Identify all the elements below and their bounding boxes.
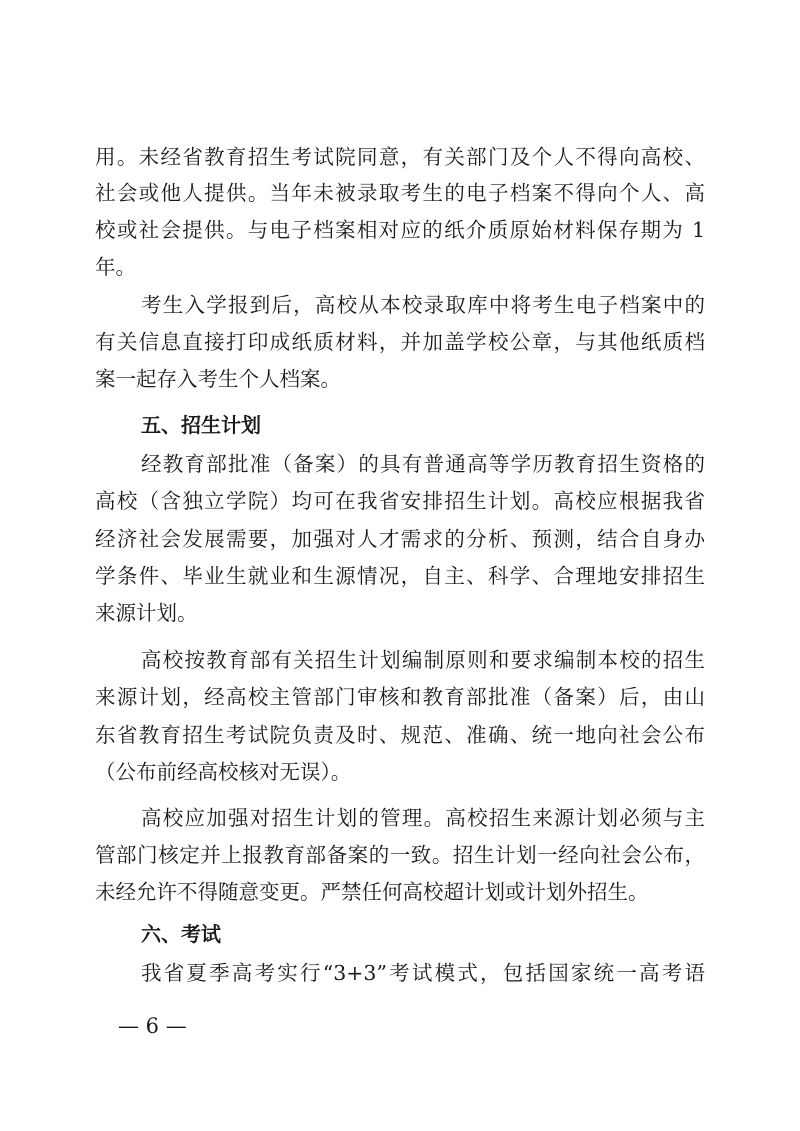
paragraph-line: 来源计划，经高校主管部门审核和教育部批准（备案）后，由山	[95, 685, 705, 709]
paragraph-line: 高校按教育部有关招生计划编制原则和要求编制本校的招生	[141, 648, 705, 672]
paragraph-line: 东省教育招生考试院负责及时、规范、准确、统一地向社会公布	[95, 723, 705, 747]
paragraph-line: 经济社会发展需要，加强对人才需求的分析、预测，结合自身办	[95, 527, 705, 551]
paragraph-line: 经教育部批准（备案）的具有普通高等学历教育招生资格的	[141, 452, 705, 476]
paragraph-line: 校或社会提供。与电子档案相对应的纸介质原始材料保存期为 1	[95, 218, 705, 242]
paragraph-line: 考生入学报到后，高校从本校录取库中将考生电子档案中的	[141, 293, 705, 317]
paragraph-line: 我省夏季高考实行“3+3”考试模式，包括国家统一高考语	[141, 961, 705, 985]
page-number: — 6 —	[118, 1014, 187, 1038]
section-heading: 六、考试	[141, 922, 221, 946]
paragraph-line: 社会或他人提供。当年未被录取考生的电子档案不得向个人、高	[95, 181, 705, 205]
paragraph-line: 未经允许不得随意变更。严禁任何高校超计划或计划外招生。	[95, 880, 649, 904]
paragraph-line: 案一起存入考生个人档案。	[95, 367, 341, 391]
paragraph-line: 学条件、毕业生就业和生源情况，自主、科学、合理地安排招生	[95, 564, 705, 588]
paragraph-line: 用。未经省教育招生考试院同意，有关部门及个人不得向高校、	[95, 145, 705, 169]
paragraph-line: 高校应加强对招生计划的管理。高校招生来源计划必须与主	[141, 806, 705, 830]
paragraph-line: （公布前经高校核对无误）。	[95, 760, 352, 784]
section-heading: 五、招生计划	[141, 413, 261, 437]
paragraph-line: 有关信息直接打印成纸质材料，并加盖学校公章，与其他纸质档	[95, 330, 705, 354]
paragraph-line: 年。	[95, 255, 136, 279]
paragraph-line: 高校（含独立学院）均可在我省安排招生计划。高校应根据我省	[95, 489, 705, 513]
paragraph-line: 管部门核定并上报教育部备案的一致。招生计划一经向社会公布，	[95, 843, 705, 867]
paragraph-line: 来源计划。	[95, 601, 198, 625]
